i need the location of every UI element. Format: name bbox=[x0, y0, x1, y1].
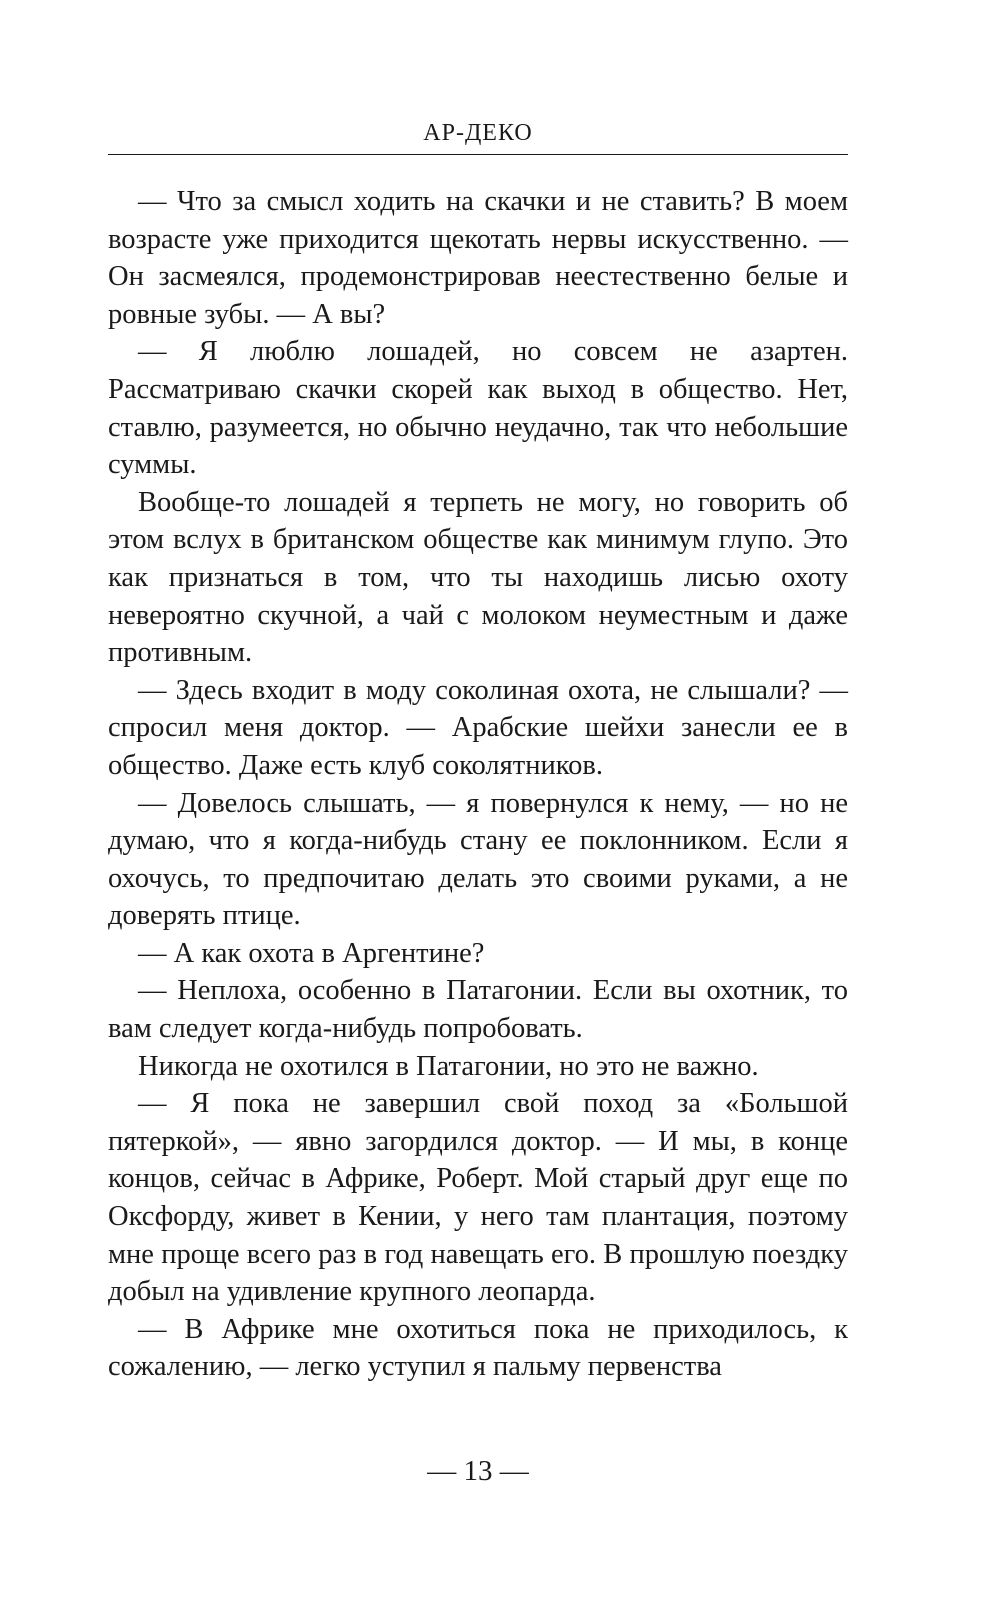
paragraph-8: Никогда не охотился в Патагонии, но это не важно. bbox=[138, 1050, 759, 1082]
body-text bbox=[108, 183, 848, 1386]
page-number: — 13 — bbox=[427, 1455, 529, 1487]
book-page bbox=[108, 0, 848, 1616]
header-rule bbox=[108, 154, 848, 155]
running-head: АР-ДЕКО bbox=[423, 120, 533, 146]
paragraph-2: — Я люблю лошадей, но совсем не азартен. Рассматриваю скачки скорей как выход в общество. Нет, ставлю, разумеется, но обычно неудачно, так что небольшие суммы. bbox=[108, 336, 848, 481]
paragraph-4: — Здесь входит в моду соколиная охота, не слышали? — спросил меня доктор. — Арабские шейхи занесли ее в общество. Даже есть клуб соколятников. bbox=[108, 674, 848, 781]
paragraph-5: — Довелось слышать, — я повернулся к нему, — но не думаю, что я когда-нибудь стану ее поклонником. Если я охочусь, то предпочитаю делать это своими руками, а не доверять птице. bbox=[108, 787, 848, 932]
paragraph-9: — Я пока не завершил свой поход за «Большой пятеркой», — явно загордился доктор. — И мы, в конце концов, сейчас в Африке, Роберт. Мой старый друг еще по Оксфорду, живет в Кении, у него там плантация, поэтому мне проще всего раз в год навещать его. В прошлую поездку добыл на удивление крупного леопарда. bbox=[108, 1088, 848, 1308]
paragraph-7: — Неплоха, особенно в Патагонии. Если вы охотник, то вам следует когда-нибудь попробовать. bbox=[108, 975, 848, 1045]
paragraph-1: — Что за смысл ходить на скачки и не ставить? В моем возрасте уже приходится щекотать нервы искусственно. — Он засмеялся, продемонстрировав неестественно белые и ровные зубы. — А вы? bbox=[108, 186, 848, 330]
paragraph-6: — А как охота в Аргентине? bbox=[138, 937, 485, 969]
paragraph-3: Вообще-то лошадей я терпеть не могу, но говорить об этом вслух в британском обществе как минимум глупо. Это как признаться в том, что ты находишь лисью охоту невероятно скучной, а чай с молоком неуместным и даже противным. bbox=[108, 486, 848, 669]
paragraph-10: — В Африке мне охотиться пока не приходилось, к сожалению, — легко уступил я пальму первенства bbox=[108, 1313, 848, 1383]
